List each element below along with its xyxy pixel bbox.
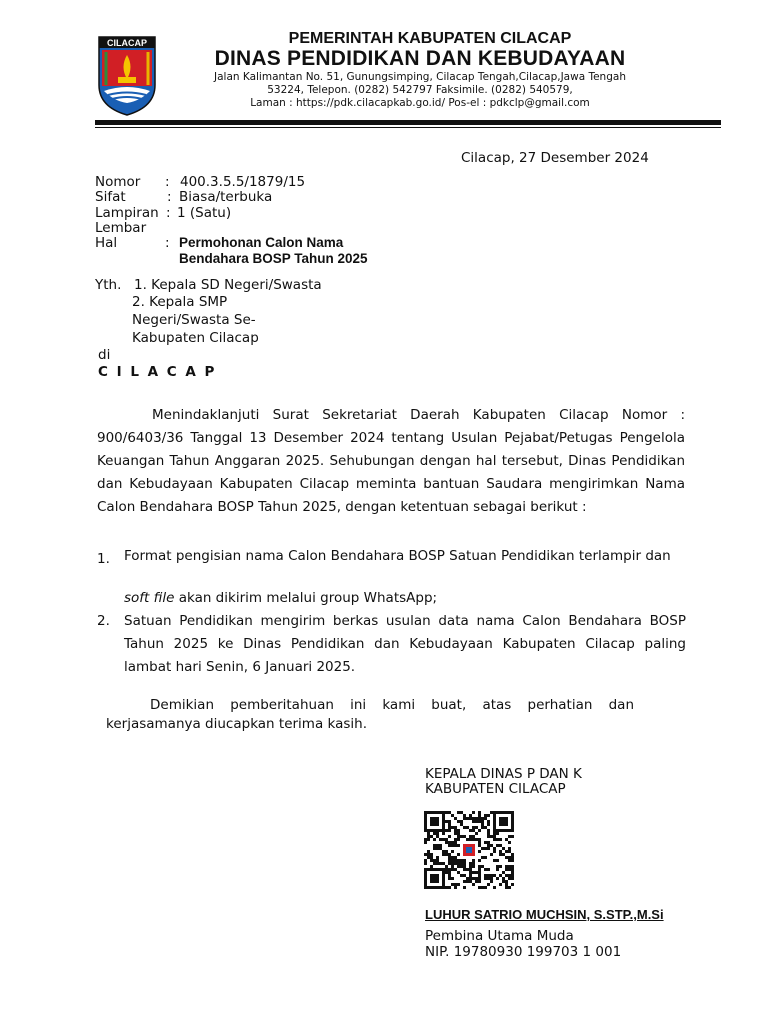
letter-date: Cilacap, 27 Desember 2024 — [461, 150, 649, 166]
letterhead-address-line-3: Laman : https://pdk.cilacapkab.go.id/ Pos-el : pdkclp@gmail.com — [250, 97, 590, 109]
letterhead-agency: DINAS PENDIDIKAN DAN KEBUDAYAAN — [214, 47, 626, 70]
letterhead-government: PEMERINTAH KABUPATEN CILACAP — [288, 30, 572, 47]
letterhead-address-line-2: 53224, Telepon. (0282) 542797 Faksimile. (0282) 540579, — [267, 84, 573, 96]
hal-subject-line-1: Permohonan Calon Nama — [179, 235, 344, 250]
hal-subject-line-2: Bendahara BOSP Tahun 2025 — [179, 251, 368, 266]
recipient-di: di — [98, 347, 111, 363]
qr-code-signature — [424, 811, 514, 889]
signatory-rank: Pembina Utama Muda — [425, 928, 574, 944]
list-item-2-number: 2. — [97, 613, 110, 629]
nomor-separator: : — [165, 174, 170, 190]
list-item-1-rest: akan dikirim melalui group WhatsApp; — [174, 590, 438, 606]
lampiran-label: Lampiran — [95, 205, 159, 221]
soft-file-term: soft file — [124, 590, 175, 606]
letterhead-address-line-1: Jalan Kalimantan No. 51, Gunungsimping, Cilacap Tengah,Cilacap,Jawa Tengah — [214, 71, 626, 83]
letterhead-divider-thick — [95, 120, 721, 125]
list-item-1-text: Format pengisian nama Calon Bendahara BOSP Satuan Pendidikan terlampir dan — [124, 548, 671, 564]
signatory-name: LUHUR SATRIO MUCHSIN, S.STP.,M.Si — [425, 907, 664, 922]
cilacap-regency-logo — [96, 35, 158, 117]
lampiran-value: 1 (Satu) — [177, 205, 232, 221]
recipient-place: C I L A C A P — [98, 364, 217, 380]
logo-caption: CILACAP — [107, 38, 147, 48]
letterhead-divider-thin — [95, 127, 721, 128]
lampiran-unit: Lembar — [95, 220, 147, 236]
list-item-1-number: 1. — [97, 551, 110, 567]
sifat-label: Sifat — [95, 189, 126, 205]
list-item-2-text: Satuan Pendidikan mengirim berkas usulan data nama Calon Bendahara BOSP Tahun 2025 ke Dinas Pendidikan dan Kebudayaan Kabupaten Cilacap paling lambat hari Senin, 6 Januari 2025. — [124, 613, 686, 675]
list-item-1-continuation — [124, 590, 437, 606]
signatory-title-line-1: KEPALA DINAS P DAN K — [425, 766, 582, 782]
nomor-label: Nomor — [95, 174, 141, 190]
recipient-line-1: 1. Kepala SD Negeri/Swasta — [134, 277, 322, 293]
signatory-title-line-2: KABUPATEN CILACAP — [425, 781, 566, 797]
closing-paragraph: Demikian pemberitahuan ini kami buat, atas perhatian dan kerjasamanya diucapkan terima kasih. — [106, 697, 634, 732]
hal-separator: : — [165, 235, 170, 251]
nomor-value: 400.3.5.5/1879/15 — [180, 174, 306, 190]
recipient-line-3: Negeri/Swasta Se- — [132, 312, 256, 328]
sifat-value: Biasa/terbuka — [179, 189, 273, 205]
lampiran-separator: : — [166, 205, 171, 221]
body-paragraph-1: Menindaklanjuti Surat Sekretariat Daerah Kabupaten Cilacap Nomor : 900/6403/36 Tanggal 13 Desember 2024 tentang Usulan Pejabat/Petugas Pengelola Keuangan Tahun Anggaran 2025. Sehubungan dengan hal tersebut, Dinas Pendidikan dan Kebudayaan Kabupaten Cilacap meminta bantuan Saudara mengirimkan Nama Calon Bendahara BOSP Tahun 2025, dengan ketentuan sebagai berikut : — [97, 407, 685, 515]
signatory-nip: NIP. 19780930 199703 1 001 — [425, 944, 622, 960]
sifat-separator: : — [167, 189, 172, 205]
recipient-yth: Yth. — [95, 277, 122, 293]
hal-label: Hal — [95, 235, 118, 251]
recipient-line-2: 2. Kepala SMP — [132, 294, 228, 310]
recipient-line-4: Kabupaten Cilacap — [132, 330, 259, 346]
